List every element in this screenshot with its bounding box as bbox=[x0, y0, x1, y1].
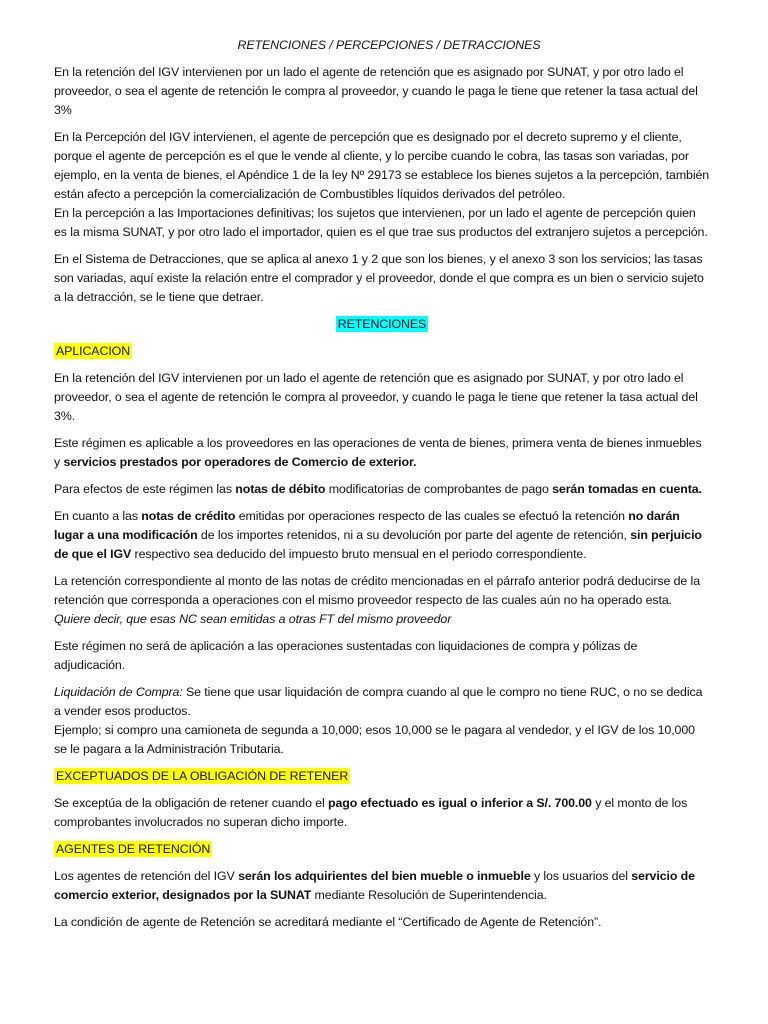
aplicacion-paragraph-5-note bbox=[54, 610, 710, 629]
agentes-p1-bold-b: servicio de comercio exterior, designados por la SUNAT bbox=[54, 869, 695, 902]
exceptuados-heading: EXCEPTUADOS DE LA OBLIGACIÓN DE RETENER bbox=[56, 769, 349, 783]
aplicacion-p3-bold-a: notas de débito bbox=[235, 482, 326, 496]
aplicacion-p4-bold-c: sin perjuicio de que el IGV bbox=[54, 528, 702, 561]
aplicacion-p3-text-a: Para efectos de este régimen las bbox=[54, 482, 236, 496]
agentes-heading: AGENTES DE RETENCIÓN bbox=[56, 842, 211, 856]
aplicacion-paragraph-5: La retención correspondiente al monto de las notas de crédito mencionadas en el párrafo anterior podrá deducirse de la retención que corresponda a operaciones con el mismo proveedor respecto de las cuales aún no ha operado esta. bbox=[54, 574, 701, 607]
aplicacion-p2-text: Este régimen es aplicable a los proveedores en las operaciones de venta de bienes, primera venta de bienes inmuebles y bbox=[54, 436, 702, 469]
exceptuados-text-b: y el monto de los comprobantes involucrados no superan dicho importe. bbox=[54, 796, 688, 829]
liquidacion-text: Se tiene que usar liquidación de compra cuando al que le compro no tiene RUC, o no se dedica a vender esos productos. bbox=[54, 685, 703, 718]
exceptuados-text-a: Se exceptúa de la obligación de retener cuando el bbox=[54, 796, 328, 810]
exceptuados-paragraph bbox=[54, 794, 710, 832]
aplicacion-paragraph-7-example: Ejemplo; si compro una camioneta de segunda a 10,000; esos 10,000 se le pagara al vendedor, y el IGV de los 10,000 se le pagara a la Administración Tributaria. bbox=[54, 723, 695, 756]
aplicacion-p4-bold-a: notas de crédito bbox=[141, 509, 236, 523]
agentes-p1-text-c: mediante Resolución de Superintendencia. bbox=[311, 888, 547, 902]
intro-paragraph-retencion: En la retención del IGV intervienen por un lado el agente de retención que es asignado por SUNAT, y por otro lado el proveedor, o sea el agente de retención le compra al proveedor, y cuando le paga le tiene que retener la tasa actual del 3% bbox=[54, 65, 698, 117]
agentes-paragraph-1 bbox=[54, 867, 710, 905]
agentes-heading-row bbox=[54, 840, 710, 859]
exceptuados-heading-row bbox=[54, 767, 710, 786]
aplicacion-paragraph-2 bbox=[54, 434, 710, 472]
aplicacion-p2-bold: servicios prestados por operadores de Comercio de exterior. bbox=[63, 455, 417, 469]
aplicacion-paragraph-3 bbox=[54, 480, 710, 499]
aplicacion-p4-bold-b: no darán lugar a una modificación bbox=[54, 509, 680, 542]
intro-paragraph-importaciones: En la percepción a las Importaciones definitivas; los sujetos que intervienen, por un lado el agente de percepción quien es la misma SUNAT, y por otro lado el importador, quien es el que trae sus productos del extranjero sujetos a percepción. bbox=[54, 206, 708, 239]
aplicacion-p4-text-b: emitidas por operaciones respecto de las cuales se efectuó la retención bbox=[235, 509, 629, 523]
aplicacion-p4-text-a: En cuanto a las bbox=[54, 509, 142, 523]
agentes-paragraph-2: La condición de agente de Retención se acreditará mediante el “Certificado de Agente de Retención”. bbox=[54, 915, 602, 929]
agentes-p1-bold-a: serán los adquirientes del bien mueble o inmueble bbox=[238, 869, 531, 883]
aplicacion-heading: APLICACION bbox=[56, 344, 131, 358]
aplicacion-note-italic: Quiere decir, que esas NC sean emitidas a otras FT del mismo proveedor bbox=[54, 612, 452, 626]
document-title: RETENCIONES / PERCEPCIONES / DETRACCIONES bbox=[237, 38, 541, 52]
agentes-p1-text-b: y los usuarios del bbox=[530, 869, 632, 883]
retenciones-heading-row bbox=[54, 315, 710, 334]
retenciones-heading: RETENCIONES bbox=[337, 317, 427, 331]
aplicacion-paragraph-6: Este régimen no será de aplicación a las operaciones sustentadas con liquidaciones de compra y pólizas de adjudicación. bbox=[54, 639, 638, 672]
aplicacion-paragraph-7 bbox=[54, 683, 710, 721]
intro-paragraph-detracciones: En el Sistema de Detracciones, que se aplica al anexo 1 y 2 que son los bienes, y el anexo 3 son los servicios; las tasas son variadas, aquí existe la relación entre el comprador y el proveedor, donde el que compra es un bien o servicio sujeto a la detracción, se le tiene que detraer. bbox=[54, 252, 704, 304]
aplicacion-p3-text-b: modificatorias de comprobantes de pago bbox=[325, 482, 553, 496]
aplicacion-paragraph-1: En la retención del IGV intervienen por un lado el agente de retención que es asignado por SUNAT, y por otro lado el proveedor, o sea el agente de retención le compra al proveedor, y cuando le paga le tiene que retener la tasa actual del 3%. bbox=[54, 371, 698, 423]
aplicacion-p3-bold-b: serán tomadas en cuenta. bbox=[552, 482, 702, 496]
aplicacion-paragraph-4 bbox=[54, 507, 710, 564]
exceptuados-bold: pago efectuado es igual o inferior a S/. 700.00 bbox=[328, 796, 592, 810]
agentes-p1-text-a: Los agentes de retención del IGV bbox=[54, 869, 239, 883]
aplicacion-p4-text-c: de los importes retenidos, ni a su devolución por parte del agente de retención, bbox=[197, 528, 631, 542]
intro-paragraph-percepcion: En la Percepción del IGV intervienen, el agente de percepción que es designado por el decreto supremo y el cliente, porque el agente de percepción es el que le vende al cliente, y lo percibe cuando le cobra, las tasas son variadas, por ejemplo, en la venta de bienes, el Apéndice 1 de la ley Nº 29173 se establece los bienes sujetos a la percepción, también están afecto a percepción la comercialización de Combustibles líquidos derivados del petróleo. bbox=[54, 130, 710, 201]
liquidacion-label: Liquidación de Compra: bbox=[54, 685, 183, 699]
aplicacion-heading-row bbox=[54, 342, 710, 361]
aplicacion-p4-text-d: respectivo sea deducido del impuesto bruto mensual en el periodo correspondiente. bbox=[131, 547, 587, 561]
